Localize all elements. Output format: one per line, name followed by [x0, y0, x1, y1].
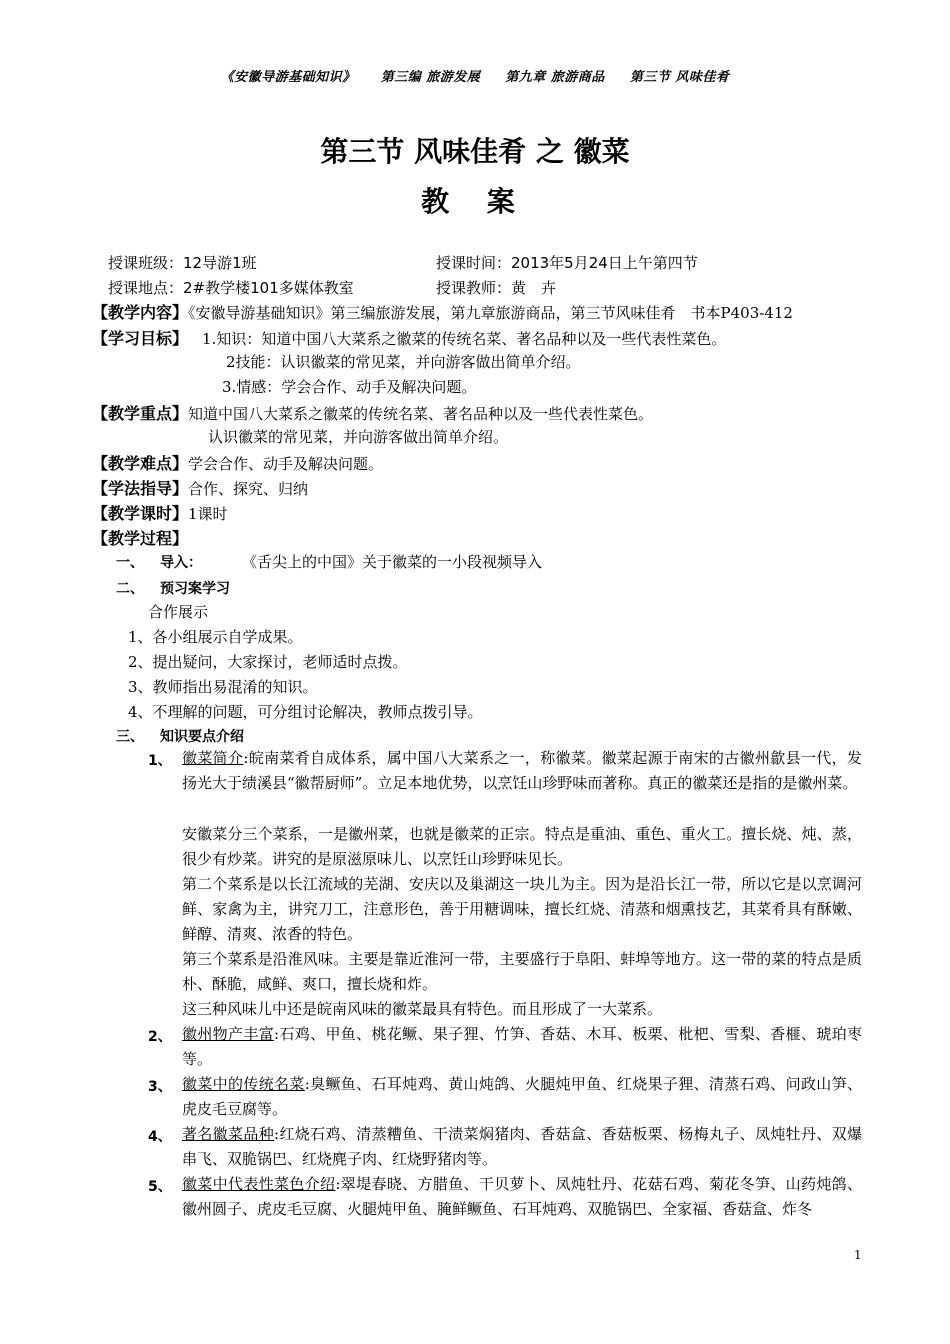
page-subtitle: 教 案 — [421, 185, 529, 218]
point-paragraph — [182, 1022, 862, 1072]
difficulty-text: 学会合作、动手及解决问题。 — [188, 455, 384, 473]
step1-num: 一、 — [116, 555, 144, 571]
goal-item: 3.情感：学会合作、动手及解决问题。 — [222, 378, 477, 396]
keypoints-line: 知道中国八大菜系之徽菜的传统名菜、著名品种以及一些代表性菜色。 — [188, 405, 654, 423]
step2-item: 3、教师指出易混淆的知识。 — [128, 678, 318, 696]
point-heading: 徽州物产丰富 — [182, 1025, 275, 1043]
header-book: 《安徽导游基础知识》 — [220, 70, 356, 85]
point-heading: 著名徽菜品种 — [182, 1125, 275, 1143]
step2-num: 二、 — [116, 581, 144, 597]
content-label: 【教学内容】 — [92, 303, 189, 322]
header-chapter: 第九章 旅游商品 — [505, 70, 605, 85]
info-class: 授课班级：12导游1班 — [108, 254, 257, 272]
keypoints-row — [92, 401, 653, 424]
header-part: 第三编 旅游发展 — [380, 70, 481, 85]
goals-row — [92, 326, 726, 349]
point-extra-paragraph: 安徽菜分三个菜系，一是徽州菜，也就是徽菜的正宗。特点是重油、重色、重火工。擅长烧、炖、蒸，很少有炒菜。讲究的是原滋原味儿、以烹饪山珍野味见长。 — [182, 825, 862, 868]
point-heading: 徽菜中代表性菜色介绍 — [182, 1175, 336, 1193]
difficulty-label: 【教学难点】 — [92, 454, 189, 473]
hours-label: 【教学课时】 — [92, 504, 189, 523]
step2-item: 4、不理解的问题，可分组讨论解决，教师点拨引导。 — [128, 703, 483, 721]
keypoints-line: 认识徽菜的常见菜，并向游客做出简单介绍。 — [208, 428, 509, 446]
hours-row — [92, 501, 228, 524]
page-title: 第三节 风味佳肴 之 徽菜 — [320, 135, 630, 168]
process-row — [92, 526, 188, 549]
method-row — [92, 476, 308, 499]
point-number: 1、 — [148, 753, 172, 769]
process-label: 【教学过程】 — [92, 529, 189, 548]
keypoints-label: 【教学重点】 — [92, 404, 189, 423]
point-paragraph — [182, 1172, 862, 1222]
point-number: 4、 — [148, 1129, 172, 1145]
point-number: 3、 — [148, 1079, 172, 1095]
point-paragraph — [182, 746, 862, 796]
running-header — [0, 66, 950, 85]
step3-num: 三、 — [116, 729, 144, 745]
point-paragraph — [182, 1122, 862, 1172]
content-text: 《安徽导游基础知识》第三编旅游发展，第九章旅游商品，第三节风味佳肴 书本P403-412 — [188, 304, 793, 322]
step1-title: 导入： — [160, 555, 202, 571]
goal-item: 2技能：认识徽菜的常见菜，并向游客做出简单介绍。 — [226, 353, 581, 371]
page-number: 1 — [854, 1248, 862, 1262]
goal-item: 1.知识：知道中国八大菜系之徽菜的传统名菜、著名品种以及一些代表性菜色。 — [202, 330, 727, 348]
content-row — [92, 300, 793, 323]
method-text: 合作、探究、归纳 — [188, 480, 309, 498]
point-text: :皖南菜肴自成体系，属中国八大菜系之一，称徽菜。徽菜起源于南宋的古徽州歙县一代，发扬光大于绩溪县“徽帮厨师”。立足本地优势，以烹饪山珍野味而著称。真正的徽菜还是指的是徽州菜。 — [182, 749, 862, 792]
point-extra-paragraph: 第二个菜系是以长江流域的芜湖、安庆以及巢湖这一块儿为主。因为是沿长江一带，所以它是以烹调河鲜、家禽为主，讲究刀工，注意形色，善于用糖调味，擅长红烧、清蒸和烟熏技艺，其菜肴具有酥嫩、鲜醇、清爽、浓香的特色。 — [182, 875, 862, 943]
point-number: 5、 — [148, 1179, 172, 1195]
point-text: :石鸡、甲鱼、桃花鳜、果子狸、竹笋、香菇、木耳、板栗、枇杷、雪梨、香榧、琥珀枣等。 — [182, 1025, 862, 1068]
info-time: 授课时间：2013年5月24日上午第四节 — [436, 254, 698, 272]
step2-title: 预习案学习 — [160, 581, 230, 597]
step2-sub: 合作展示 — [148, 603, 209, 621]
step2-item: 1、各小组展示自学成果。 — [128, 628, 303, 646]
point-extra-paragraph: 第三个菜系是沿淮风味。主要是靠近淮河一带，主要盛行于阜阳、蚌埠等地方。这一带的菜的特点是质朴、酥脆，咸鲜、爽口，擅长烧和炸。 — [182, 950, 862, 993]
info-teacher: 授课教师：黄 卉 — [436, 279, 557, 297]
method-label: 【学法指导】 — [92, 479, 189, 498]
difficulty-row — [92, 451, 383, 474]
point-paragraph — [182, 1072, 862, 1122]
point-text: :翠堤春晓、方腊鱼、干贝萝卜、凤炖牡丹、花菇石鸡、菊花冬笋、山药炖鸽、徽州圆子、虎皮毛豆腐、火腿炖甲鱼、腌鲜鳜鱼、石耳炖鸡、双脆锅巴、全家福、香菇盒、炸冬 — [182, 1175, 862, 1218]
step3-title: 知识要点介绍 — [160, 729, 244, 745]
goals-label: 【学习目标】 — [92, 329, 189, 348]
info-place: 授课地点：2#教学楼101多媒体教室 — [108, 279, 354, 297]
point-heading: 徽菜中的传统名菜 — [182, 1075, 305, 1093]
point-text: :臭鳜鱼、石耳炖鸡、黄山炖鸽、火腿炖甲鱼、红烧果子狸、清蒸石鸡、问政山笋、虎皮毛豆腐等。 — [182, 1075, 862, 1118]
header-section: 第三节 风味佳肴 — [629, 70, 730, 85]
point-heading: 徽菜简介 — [182, 749, 244, 767]
hours-text: 1课时 — [188, 505, 228, 523]
point-extra-paragraph: 这三种风味儿中还是皖南风味的徽菜最具有特色。而且形成了一大菜系。 — [182, 1000, 663, 1018]
point-number: 2、 — [148, 1029, 172, 1045]
step2-item: 2、提出疑问，大家探讨，老师适时点拨。 — [128, 653, 408, 671]
point-text: :红烧石鸡、清蒸糟鱼、干渍菜焖猪肉、香菇盒、香菇板栗、杨梅丸子、凤炖牡丹、双爆串飞、双脆锅巴、红烧麂子肉、红烧野猪肉等。 — [182, 1125, 862, 1168]
step1-text: 《舌尖上的中国》关于徽菜的一小段视频导入 — [242, 553, 543, 571]
